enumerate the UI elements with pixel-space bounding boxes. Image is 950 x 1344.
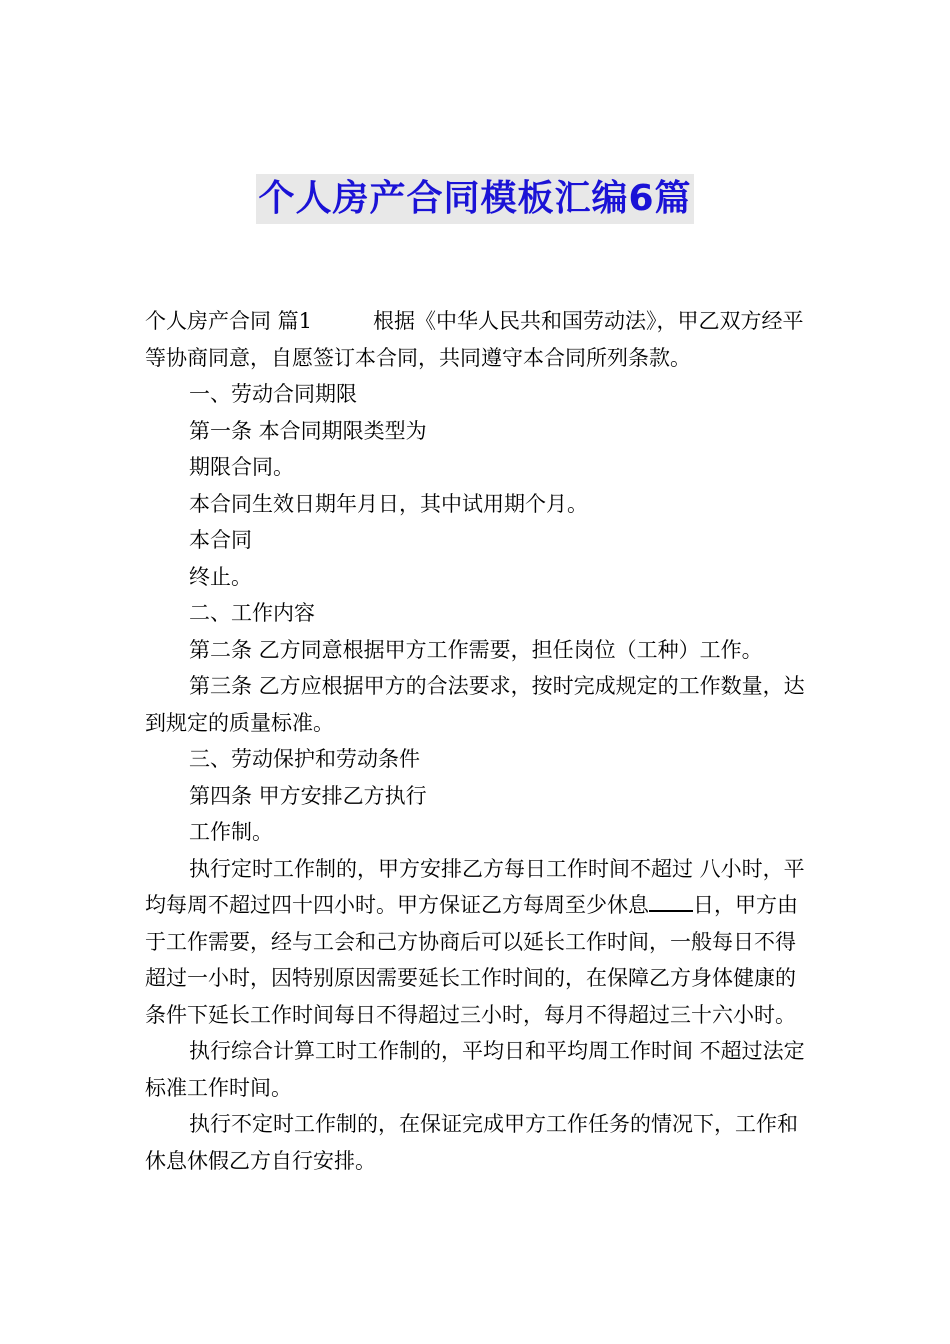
section-heading: 个人房产合同 篇1 xyxy=(145,309,313,333)
paragraph: 第四条 甲方安排乙方执行 xyxy=(189,783,427,808)
document-title: 个人房产合同模板汇编6篇 xyxy=(256,174,693,224)
paragraph: 二、工作内容 xyxy=(189,601,315,625)
hours-text-part1: 执行定时工作制的，甲方安排乙方每日工作时间不超过 八小时，平均每周不超过四十四小时。甲方保证乙方每周至少休息 xyxy=(145,856,805,917)
paragraph: 执行综合计算工时工作制的，平均日和平均周工作时间 不超过法定标准工作时间。 xyxy=(145,1039,805,1100)
blank-underline xyxy=(649,892,693,912)
paragraph: 第二条 乙方同意根据甲方工作需要，担任岗位（工种）工作。 xyxy=(189,637,763,662)
paragraph: 一、劳动合同期限 xyxy=(189,382,357,406)
paragraph: 第一条 本合同期限类型为 xyxy=(189,418,427,443)
paragraph: 本合同生效日期年月日，其中试用期个月。 xyxy=(189,491,588,516)
intro-paragraph xyxy=(145,303,810,376)
paragraph: 三、劳动保护和劳动条件 xyxy=(189,747,420,771)
hours-text-part2: 日，甲方由于工作需要，经与工会和己方协商后可以延长工作时间，一般每日不得超过一小时，因特别原因需要延长工作时间的，在保障乙方身体健康的条件下延长工作时间每日不得超过三小时，每月不得超过三十六小时。 xyxy=(145,893,798,1027)
paragraph: 第三条 乙方应根据甲方的合法要求，按时完成规定的工作数量，达到规定的质量标准。 xyxy=(145,674,805,735)
intro-text: 根据《中华人民共和国劳动法》，甲乙双方经平等协商同意，自愿签订本合同，共同遵守本合同所列条款。 xyxy=(145,309,804,370)
paragraph: 终止。 xyxy=(189,564,252,589)
paragraph: 期限合同。 xyxy=(189,455,294,479)
working-hours-paragraph xyxy=(145,851,810,1034)
paragraph: 工作制。 xyxy=(189,820,273,844)
title-container xyxy=(0,174,950,224)
document-body xyxy=(145,303,810,1179)
paragraph: 本合同 xyxy=(189,528,252,552)
paragraph: 执行不定时工作制的，在保证完成甲方工作任务的情况下，工作和休息休假乙方自行安排。 xyxy=(145,1112,798,1173)
